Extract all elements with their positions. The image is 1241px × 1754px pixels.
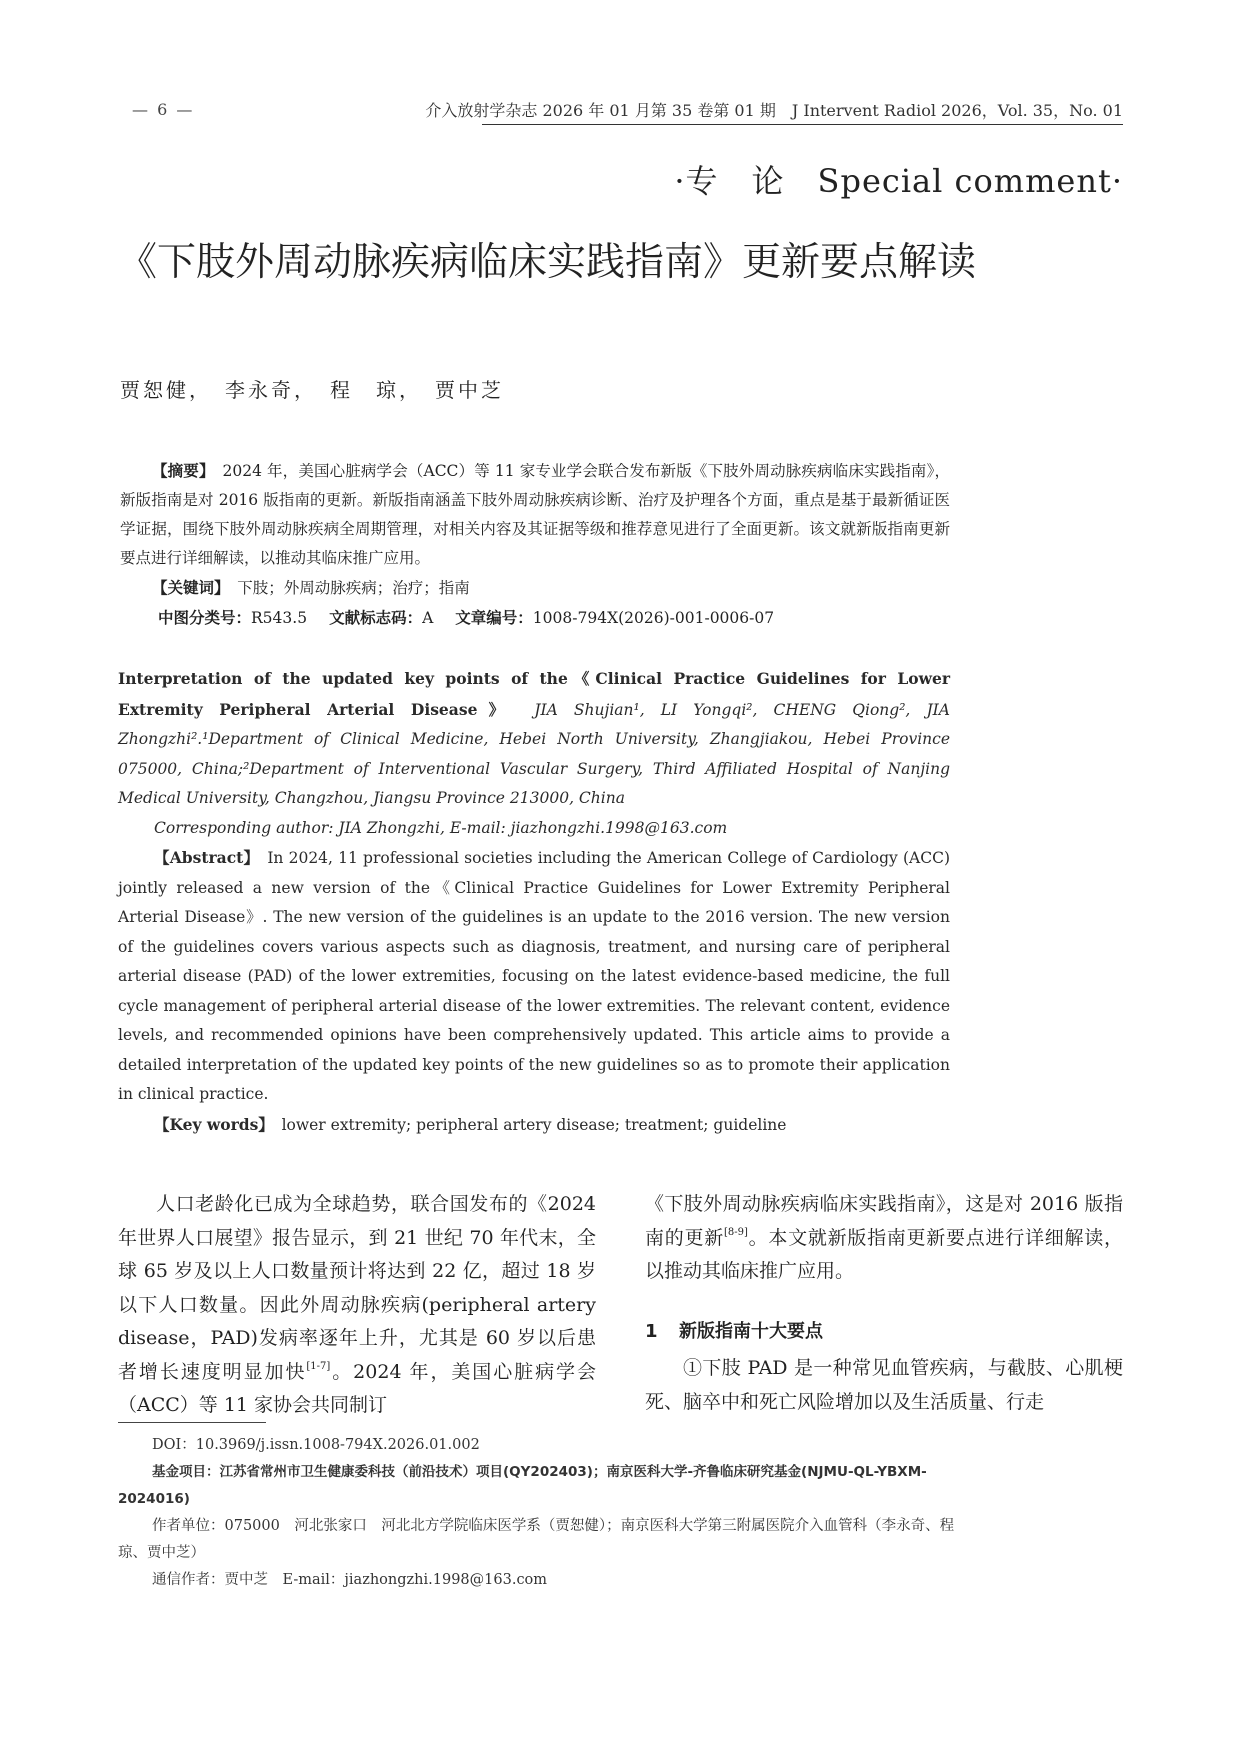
section-heading [645, 1315, 1123, 1349]
footnotes [118, 1432, 978, 1594]
body-text: 。2024 年，美国心脏病学会（ACC）等 11 家协会共同制订 [118, 1360, 596, 1416]
clc-label: 中图分类号： [158, 608, 252, 627]
clc-value: R543.5 [251, 609, 308, 627]
article-no-label: 文章编号： [455, 608, 533, 627]
footnote-doi: DOI：10.3969/j.issn.1008-794X.2026.01.002 [152, 1437, 480, 1453]
author-list: 贾恕健， 李永奇， 程 琼， 贾中芝 [120, 378, 504, 402]
body-column-left [118, 1188, 596, 1423]
footnote-correspondence: 通信作者：贾中芝 E-mail：jiazhongzhi.1998@163.com [152, 1572, 548, 1588]
page-number: — 6 — [132, 100, 195, 119]
doc-code-value: A [422, 609, 434, 627]
citation-ref[interactable]: [1-7] [306, 1360, 331, 1372]
body-column-right [645, 1188, 1123, 1419]
cn-keywords-label: 【关键词】 [152, 578, 222, 597]
body-paragraph [118, 1188, 596, 1423]
section-title: 新版指南十大要点 [679, 1320, 823, 1342]
footnote-fund: 基金项目：江苏省常州市卫生健康委科技（前沿技术）项目(QY202403)；南京医科大学-齐鲁临床研究基金(NJMU-QL-YBXM-2024016) [118, 1464, 927, 1507]
article-title: 《下肢外周动脉疾病临床实践指南》更新要点解读 [118, 240, 977, 285]
article-no-value: 1008-794X(2026)-001-0006-07 [532, 609, 775, 627]
journal-running-header: 介入放射学杂志 2026 年 01 月第 35 卷第 01 期 J Intervent Radiol 2026，Vol. 35，No. 01 [425, 101, 1123, 120]
english-abstract [118, 664, 950, 1140]
en-title-and-authors [118, 664, 950, 814]
header-rule [482, 124, 1123, 125]
en-keywords-label: 【Key words】 [154, 1114, 267, 1134]
en-keywords-paragraph [118, 1110, 950, 1141]
body-paragraph [645, 1188, 1123, 1289]
en-title: Interpretation of the updated key points of the《Clinical Practice Guidelines for Lower Extremity Peripheral Arterial Disease》 [118, 669, 950, 719]
classification-line [158, 603, 950, 633]
section-number: 1 [645, 1320, 658, 1342]
body-text: 人口老龄化已成为全球趋势，联合国发布的《2024 年世界人口展望》报告显示，到 21 世纪 70 年代末，全球 65 岁及以上人口数量预计将达到 22 亿，超过 18 岁以下人口数量。因此外周动脉疾病(peripheral artery disease，PAD)发病率逐年上升，尤其是 60 岁以后患者增长速度明显加快 [118, 1193, 596, 1383]
footnote-affiliation: 作者单位：075000 河北张家口 河北北方学院临床医学系（贾恕健）；南京医科大学第三附属医院介入血管科（李永奇、程 琼、贾中芝） [118, 1518, 969, 1561]
body-text: 《下肢外周动脉疾病临床实践指南》，这是对 2016 版指南的更新 [645, 1193, 1123, 1249]
cn-abstract-paragraph [120, 456, 950, 573]
cn-keywords-paragraph [120, 573, 950, 603]
section-tag: ·专 论 Special comment· [674, 162, 1123, 200]
footnote-rule [118, 1422, 266, 1423]
chinese-abstract [120, 456, 950, 633]
body-paragraph: ①下肢 PAD 是一种常见血管疾病，与截肢、心肌梗死、脑卒中和死亡风险增加以及生活质量、行走 [645, 1357, 1123, 1413]
en-keywords-text: lower extremity; peripheral artery disease; treatment; guideline [281, 1115, 787, 1134]
en-authors-affiliations: JIA Shujian¹, LI Yongqi², CHENG Qiong², JIA Zhongzhi².¹Department of Clinical Medicine, Hebei North University, Zhangjiakou, Hebei Province 075000, China;²Department of Interventional Vascular Surgery, Third Affiliated Hospital of Nanjing Medical University, Changzhou, Jiangsu Province 213000, China [118, 700, 950, 807]
en-abstract-paragraph [118, 843, 950, 1110]
citation-ref[interactable]: [8-9] [723, 1226, 748, 1238]
cn-abstract-text: 2024 年，美国心脏病学会（ACC）等 11 家专业学会联合发布新版《下肢外周动脉疾病临床实践指南》，新版指南是对 2016 版指南的更新。新版指南涵盖下肢外周动脉疾病诊断、治疗及护理各个方面，重点是基于最新循证医学证据，围绕下肢外周动脉疾病全周期管理，对相关内容及其证据等级和推荐意见进行了全面更新。该文就新版指南更新要点进行详细解读，以推动其临床推广应用。 [120, 462, 950, 567]
cn-abstract-label: 【摘要】 [152, 461, 207, 480]
cn-keywords-text: 下肢；外周动脉疾病；治疗；指南 [237, 579, 470, 597]
body-text: 。本文就新版指南更新要点进行详细解读，以推动其临床推广应用。 [645, 1226, 1123, 1282]
en-corresponding-author: Corresponding author: JIA Zhongzhi, E-mail: jiazhongzhi.1998@163.com [154, 818, 728, 837]
doc-code-label: 文献标志码： [329, 608, 423, 627]
en-abstract-label: 【Abstract】 [154, 848, 252, 867]
en-abstract-text: In 2024, 11 professional societies including the American College of Cardiology (ACC) jointly released a new version of the《Clinical Practice Guidelines for Lower Extremity Peripheral Arterial Disease》. The new version of the guidelines is an update to the 2016 version. The new version of the guidelines covers various aspects such as diagnosis, treatment, and nursing care of peripheral arterial disease (PAD) of the lower extremities, focusing on the latest evidence-based medicine, the full cycle management of peripheral arterial disease of the lower extremities. The relevant content, evidence levels, and recommended opinions have been comprehensively updated. This article aims to provide a detailed interpretation of the updated key points of the new guidelines so as to promote their application in clinical practice. [118, 849, 950, 1103]
